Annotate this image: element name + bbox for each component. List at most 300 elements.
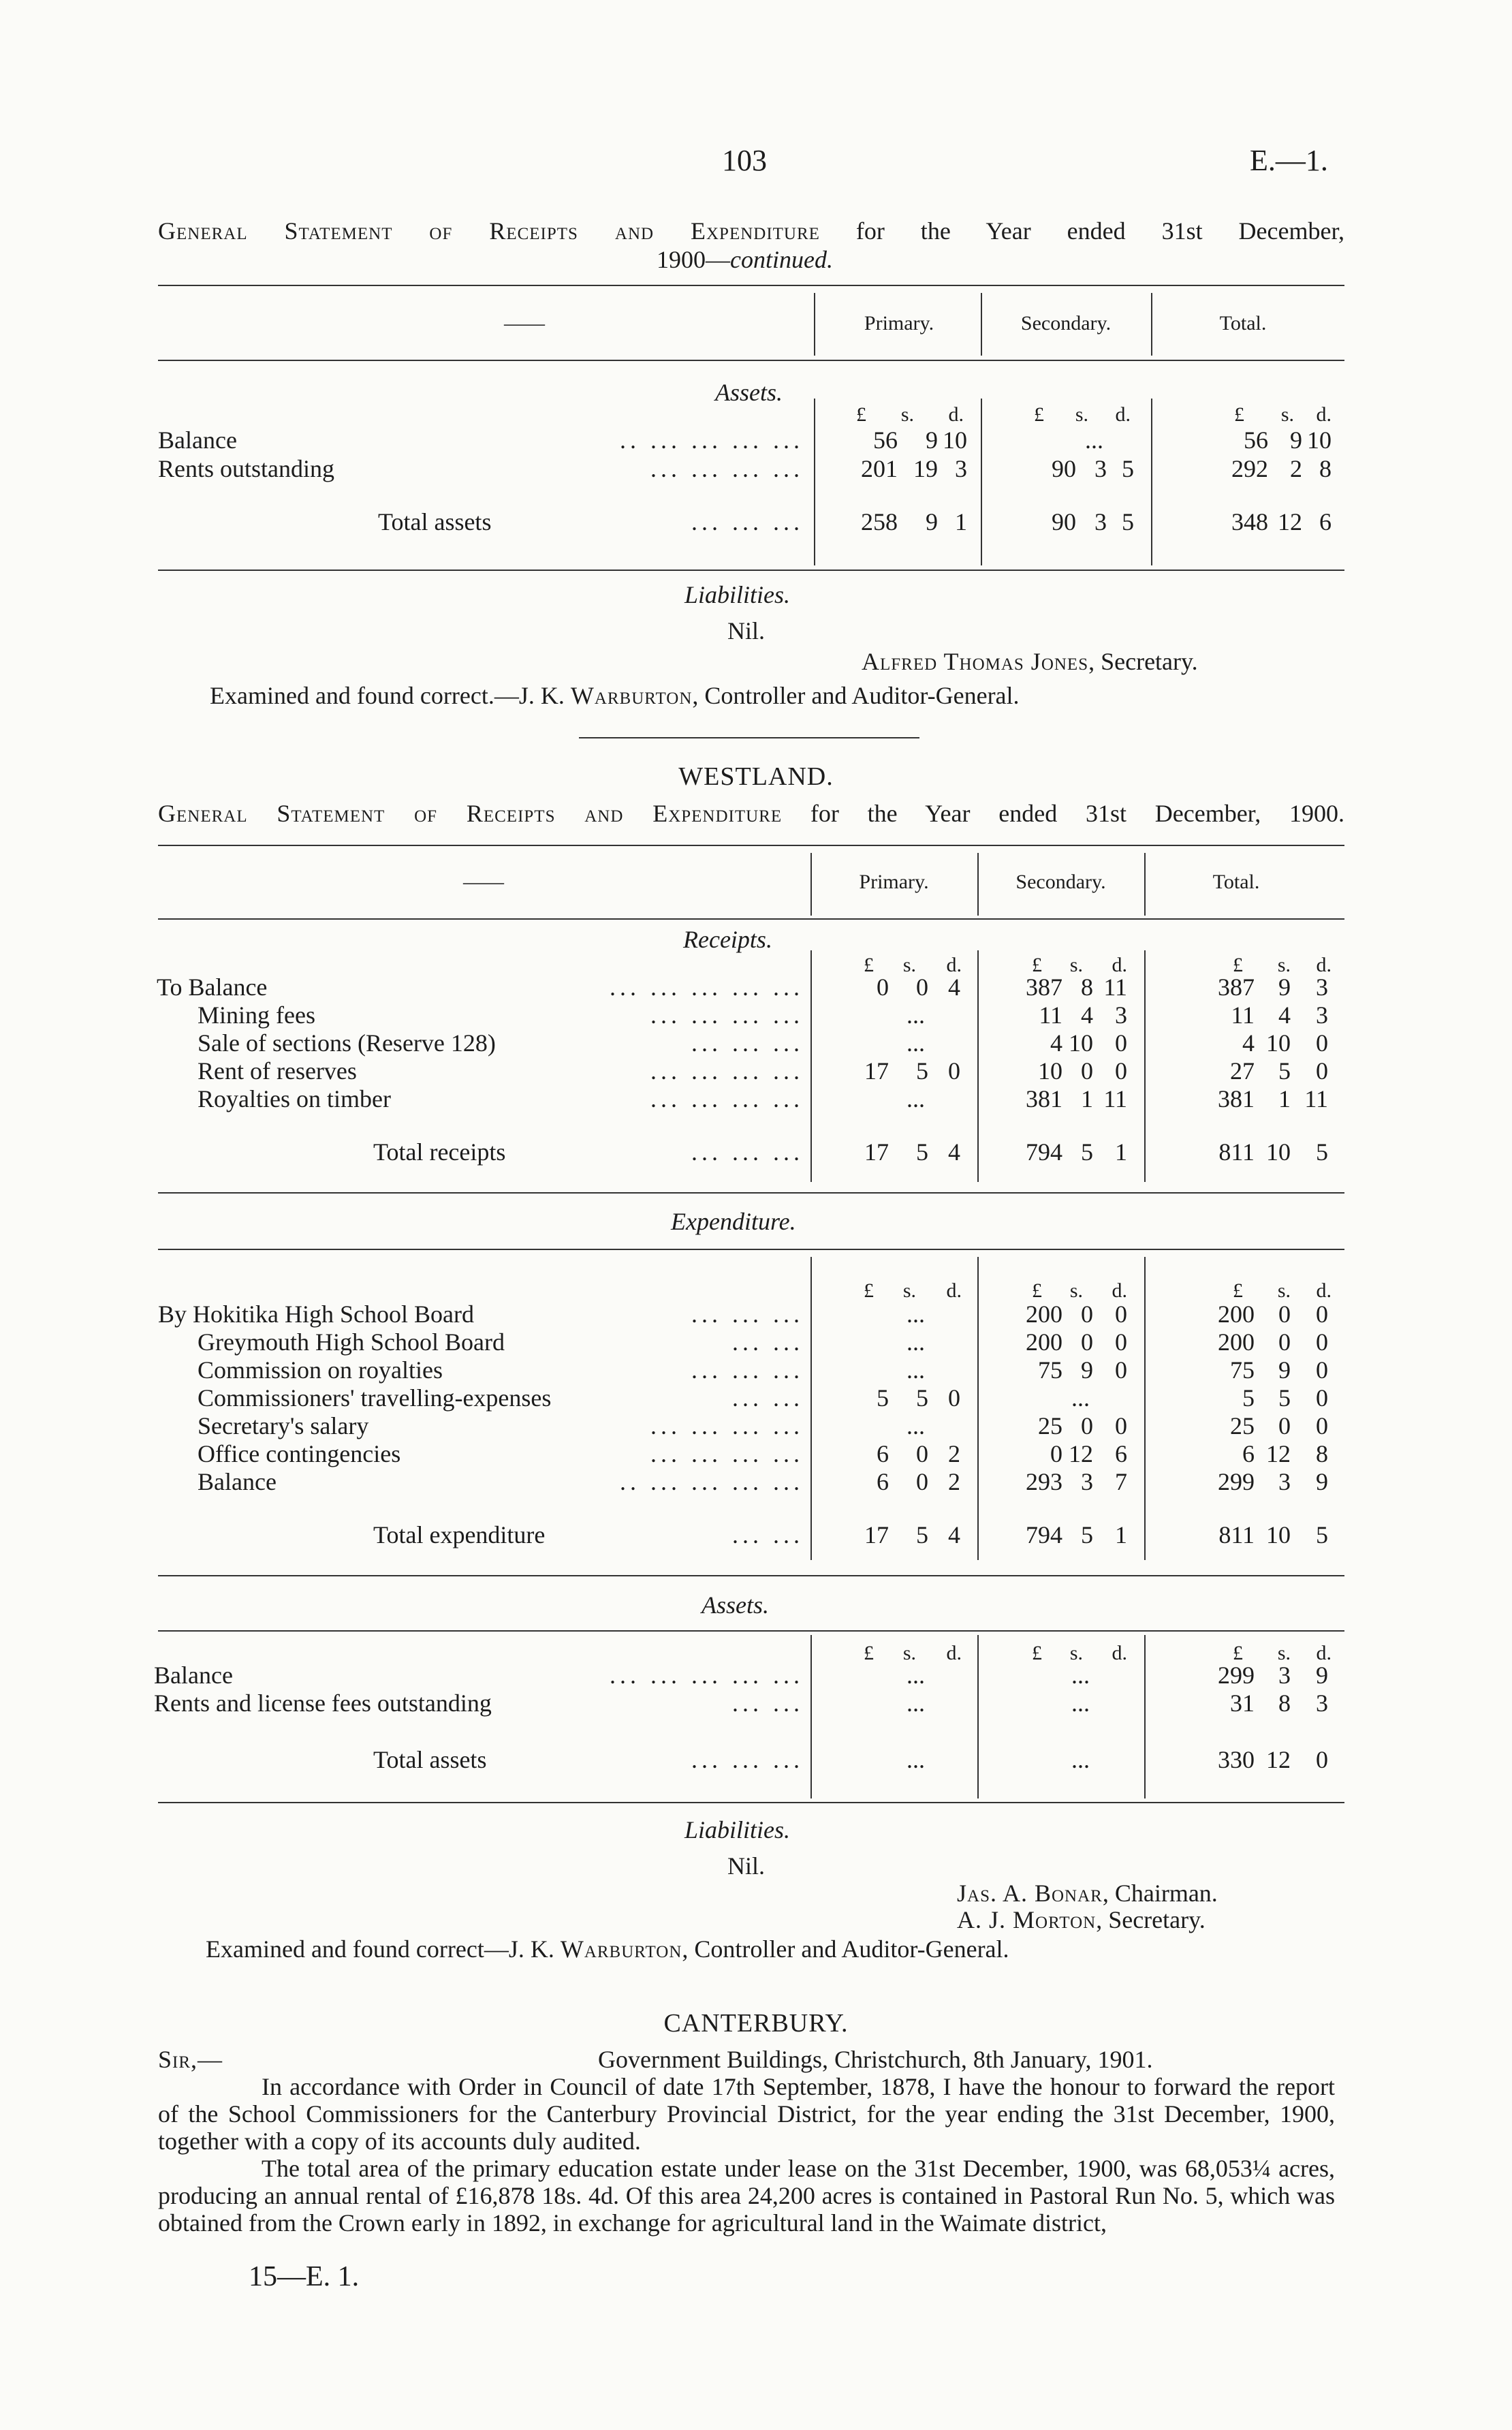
amount-p-pounds: 5 [877,1384,889,1412]
amount-s-pounds: 381 [1026,1085,1062,1112]
unit-label-s-1: s. [1069,954,1083,976]
amount-t-pence: 11 [1304,1085,1328,1112]
amount-p-pounds: 17 [864,1057,889,1085]
row-leader-dots: ... ... [732,1384,804,1412]
first-header-rule [158,360,1344,361]
westland-examined-text: Examined and found correct—J. K. [206,1935,561,1963]
amount-p-shillings: 5 [916,1521,928,1548]
westland-signature-chairman [957,1879,1218,1907]
canterbury-paragraph-1: In accordance with Order in Council of date 17th September, 1878, I have the honour to forward the report of the School Commissioners for the Canterbury Provincial District, for the year ending the 31st December, 1900, together with a copy of its accounts duly audited. [158,2073,1335,2155]
westland-assets-rule [158,1630,1344,1632]
amount-p-shillings: 5 [916,1138,928,1166]
amount-s-pence: 0 [1115,1356,1127,1384]
first-title-sc: General Statement of Receipts and Expenditure [158,217,820,245]
total-leader-dots: ... ... ... [691,1138,804,1166]
amount-s-pence: 1 [1115,1521,1127,1548]
first-examined-name: Warburton [570,682,693,709]
amount-s-pence: 11 [1103,1085,1127,1112]
unit-label-p-0: £ [864,954,874,976]
amount-t-pence: 0 [1316,1384,1328,1412]
amount-t-shillings: 1 [1278,1085,1291,1112]
first-signature-name: Alfred Thomas Jones [862,648,1089,675]
amount-p-pence: 4 [948,1138,960,1166]
westland-signature-secretary [957,1905,1206,1934]
westland-nil: Nil. [727,1852,766,1880]
amount-p-shillings: 9 [926,426,938,454]
amount-t-pounds: 330 [1218,1746,1255,1773]
amount-t-pounds: 200 [1218,1300,1255,1328]
table-row [0,426,1512,454]
westland-sig2-initials: A. J. [957,1906,1013,1933]
amount-p-pounds: 6 [877,1440,889,1467]
unit-label-t-2: d. [1316,954,1332,976]
page-code: E.—1. [1250,144,1328,177]
amount-t-shillings: 10 [1266,1521,1291,1548]
amount-p-pounds: 17 [864,1138,889,1166]
amount-s-empty: ... [1085,426,1103,454]
unit-label-p-1: s. [902,954,916,976]
amount-p-empty: ... [907,1085,925,1112]
total-row [0,1138,1512,1166]
unit-label-t-2: d. [1316,1642,1332,1664]
amount-p-pence: 10 [943,426,967,454]
amount-t-pounds: 5 [1242,1384,1255,1412]
unit-label-t-1: s. [1280,403,1294,426]
unit-label-s-2: d. [1115,403,1131,426]
amount-s-pounds: 4 [1050,1029,1062,1057]
row-leader-dots: .. ... ... ... ... [620,1468,804,1495]
amount-t-shillings: 3 [1278,1662,1291,1689]
amount-s-pounds: 387 [1026,973,1062,1001]
amount-p-empty: ... [907,1746,925,1773]
amount-s-pence: 0 [1115,1328,1127,1356]
wl-hdr-v1 [810,853,812,916]
amount-t-pounds: 348 [1231,508,1268,535]
amount-t-shillings: 0 [1278,1328,1291,1356]
amount-t-pence: 0 [1316,1356,1328,1384]
first-col-primary: Primary. [864,312,934,334]
table-row [0,1412,1512,1440]
amount-p-pounds: 56 [873,426,898,454]
unit-label-t-1: s. [1277,954,1291,976]
amount-t-pence: 9 [1316,1468,1328,1495]
amount-t-pounds: 381 [1218,1085,1255,1112]
table-row [0,1029,1512,1057]
amount-p-pence: 4 [948,973,960,1001]
amount-p-shillings: 5 [916,1384,928,1412]
first-hdr-v2 [981,293,982,356]
table-row [0,1439,1512,1468]
amount-p-empty: ... [907,1412,925,1439]
unit-label-s-1: s. [1075,403,1088,426]
table-row [0,1001,1512,1029]
total-leader-dots: ... ... ... [691,508,804,535]
row-label: Secretary's salary [198,1412,369,1439]
amount-p-pounds: 258 [861,508,898,535]
amount-s-pence: 0 [1115,1412,1127,1439]
amount-s-shillings: 0 [1081,1412,1093,1439]
amount-t-pounds: 6 [1242,1440,1255,1467]
unit-label-p-0: £ [864,1642,874,1664]
amount-t-pounds: 25 [1230,1412,1255,1439]
amount-t-shillings: 0 [1278,1412,1291,1439]
row-label: Rents and license fees outstanding [154,1689,492,1717]
amount-t-shillings: 2 [1290,455,1302,482]
unit-label-t-0: £ [1233,954,1243,976]
westland-col-primary: Primary. [859,871,929,893]
amount-s-pence: 3 [1115,1001,1127,1029]
first-title-continued: continued. [730,246,833,273]
first-bottom-rule [158,570,1344,571]
amount-s-shillings: 4 [1081,1001,1093,1029]
total-row [0,508,1512,536]
row-label: Sale of sections (Reserve 128) [198,1029,496,1057]
amount-p-shillings: 9 [926,508,938,535]
row-leader-dots: ... ... ... ... [650,455,804,482]
amount-t-pence: 8 [1319,455,1332,482]
total-row [0,1521,1512,1549]
westland-title [158,799,1344,828]
amount-t-pounds: 4 [1242,1029,1255,1057]
row-label: Commission on royalties [198,1356,443,1384]
amount-t-pounds: 56 [1244,426,1268,454]
amount-s-shillings: 9 [1081,1356,1093,1384]
amount-t-pounds: 31 [1230,1689,1255,1717]
westland-examined [206,1935,1009,1963]
unit-label-p-2: d. [946,954,962,976]
amount-s-shillings: 5 [1081,1521,1093,1548]
first-units-row [0,403,1512,426]
amount-s-empty: ... [1071,1384,1090,1412]
amount-p-pounds: 17 [864,1521,889,1548]
canterbury-paragraph-2: The total area of the primary education estate under lease on the 31st December, 1900, was 68,053¼ acres, producing an annual rental of £16,878 18s. 4d. Of this area 24,200 acres is contained in Pastoral Run No. 5, which was obtained from the Crown early in 1892, in exchange for agricultural land in the Waimate district, [158,2155,1335,2237]
row-label: Balance [198,1468,277,1495]
amount-t-pence: 0 [1316,1029,1328,1057]
amount-s-pounds: 200 [1026,1328,1062,1356]
amount-s-pence: 0 [1115,1029,1127,1057]
row-label: Rent of reserves [198,1057,357,1085]
amount-s-empty: ... [1071,1746,1090,1773]
first-col-total: Total. [1219,312,1267,334]
amount-s-pounds: 90 [1052,508,1076,535]
amount-t-pence: 3 [1316,1001,1328,1029]
amount-t-pence: 5 [1316,1521,1328,1548]
amount-t-pence: 0 [1316,1328,1328,1356]
amount-t-pounds: 299 [1218,1662,1255,1689]
amount-t-shillings: 9 [1278,973,1291,1001]
first-col-secondary: Secondary. [1020,312,1112,334]
amount-t-shillings: 8 [1278,1689,1291,1717]
row-label: Office contingencies [198,1440,401,1467]
westland-assets-heading: Assets. [702,1591,769,1619]
amount-t-shillings: 12 [1266,1746,1291,1773]
westland-sig2-name: Morton [1013,1906,1097,1933]
amount-t-pounds: 200 [1218,1328,1255,1356]
westland-table-header [0,845,1512,920]
unit-label-t-0: £ [1233,1279,1243,1302]
row-label: Balance [154,1662,233,1689]
row-label: Greymouth High School Board [198,1328,505,1356]
wl-hdr-v2 [977,853,979,916]
amount-s-pence: 5 [1122,508,1134,535]
westland-sig1-initials: Jas. A. [957,1880,1035,1907]
amount-s-pence: 6 [1115,1440,1127,1467]
amount-s-pence: 0 [1115,1057,1127,1085]
first-title-year: 1900— [657,246,730,273]
amount-p-pence: 0 [948,1057,960,1085]
canterbury-address: Government Buildings, Christchurch, 8th January, 1901. [598,2046,1153,2073]
first-nil: Nil. [727,617,766,644]
amount-t-shillings: 0 [1278,1300,1291,1328]
westland-receipts-rule [158,1192,1344,1194]
westland-col-secondary: Secondary. [1015,871,1106,893]
westland-col-dash: —— [463,871,504,893]
amount-s-pence: 0 [1115,1300,1127,1328]
amount-t-shillings: 4 [1278,1001,1291,1029]
westland-col-total: Total. [1212,871,1260,893]
row-leader-dots: ... ... ... ... ... [610,973,804,1001]
amount-p-pence: 2 [948,1440,960,1467]
row-label: Mining fees [198,1001,315,1029]
unit-label-t-2: d. [1316,1279,1332,1302]
amount-p-empty: ... [907,1689,925,1717]
amount-p-shillings: 0 [916,1468,928,1495]
westland-title-rest: for the Year ended 31st December, 1900. [810,800,1345,827]
amount-s-pence: 7 [1115,1468,1127,1495]
unit-label-t-0: £ [1234,403,1244,426]
amount-s-shillings: 3 [1081,1468,1093,1495]
amount-t-pence: 0 [1316,1057,1328,1085]
amount-t-pounds: 11 [1231,1001,1255,1029]
table-row [0,454,1512,483]
amount-s-pounds: 11 [1039,1001,1062,1029]
amount-t-pence: 0 [1316,1412,1328,1439]
total-leader-dots: ... ... [732,1521,804,1548]
unit-label-s-2: d. [1112,954,1127,976]
amount-p-shillings: 5 [916,1057,928,1085]
row-label: Royalties on timber [198,1085,391,1112]
amount-s-pounds: 293 [1026,1468,1062,1495]
unit-label-s-0: £ [1032,954,1042,976]
amount-t-pounds: 27 [1230,1057,1255,1085]
first-signature-role: , Secretary. [1088,648,1198,675]
table-row [0,1328,1512,1356]
first-hdr-v1 [814,293,815,356]
westland-sig1-name: Bonar [1034,1880,1103,1907]
amount-p-empty: ... [907,1328,925,1356]
amount-t-pounds: 299 [1218,1468,1255,1495]
amount-t-pence: 3 [1316,1689,1328,1717]
westland-sig2-role: , Secretary. [1096,1906,1206,1933]
row-leader-dots: ... ... ... ... [650,1412,804,1439]
unit-label-p-1: s. [900,403,914,426]
amount-p-pence: 1 [955,508,967,535]
first-col-dash: —— [504,312,545,334]
canterbury-salutation: Sir,— [158,2046,223,2073]
table-row [0,1689,1512,1717]
first-signature [862,647,1198,676]
row-leader-dots: ... ... ... ... ... [610,1662,804,1689]
amount-s-shillings: 3 [1094,455,1107,482]
amount-s-shillings: 10 [1069,1029,1093,1057]
westland-examined-role: , Controller and Auditor-General. [682,1935,1009,1963]
table-row [0,1467,1512,1496]
row-label: To Balance [157,973,268,1001]
amount-s-shillings: 12 [1069,1440,1093,1467]
amount-t-pounds: 811 [1218,1138,1255,1166]
total-label: Total assets [378,508,492,535]
table-row [0,1057,1512,1085]
amount-t-shillings: 12 [1266,1440,1291,1467]
table-row [0,1661,1512,1689]
amount-s-pounds: 90 [1052,455,1076,482]
table-row [0,973,1512,1001]
amount-t-shillings: 10 [1266,1138,1291,1166]
amount-p-pounds: 0 [877,973,889,1001]
first-hdr-v3 [1151,293,1152,356]
amount-s-pounds: 25 [1038,1412,1062,1439]
row-leader-dots: ... ... [732,1689,804,1717]
westland-assets-bottom-rule [158,1802,1344,1803]
amount-t-shillings: 5 [1278,1384,1291,1412]
unit-label-s-1: s. [1069,1642,1083,1664]
page-footer: 15—E. 1. [249,2261,360,2292]
unit-label-s-1: s. [1069,1279,1083,1302]
westland-header-rule [158,918,1344,920]
westland-expenditure-units [0,1279,1512,1303]
amount-p-pence: 2 [948,1468,960,1495]
amount-s-shillings: 0 [1081,1300,1093,1328]
row-leader-dots: ... ... ... [691,1356,804,1384]
unit-label-s-2: d. [1112,1642,1127,1664]
first-examined [210,681,1020,710]
westland-examined-name: Warburton [560,1935,682,1963]
amount-s-empty: ... [1071,1662,1090,1689]
total-label: Total expenditure [373,1521,546,1548]
amount-p-shillings: 19 [913,455,938,482]
unit-label-p-0: £ [856,403,866,426]
table-row [0,1085,1512,1113]
amount-t-pence: 6 [1319,508,1332,535]
unit-label-p-2: d. [946,1279,962,1302]
unit-label-t-1: s. [1277,1642,1291,1664]
westland-expenditure-bottom-rule [158,1575,1344,1576]
amount-s-pounds: 794 [1026,1138,1062,1166]
westland-sig1-role: , Chairman. [1102,1880,1218,1907]
amount-s-shillings: 8 [1081,973,1093,1001]
westland-liabilities-heading: Liabilities. [684,1816,791,1843]
amount-p-empty: ... [907,1029,925,1057]
amount-t-pence: 9 [1316,1662,1328,1689]
amount-p-empty: ... [907,1662,925,1689]
table-row [0,1384,1512,1412]
row-leader-dots: .. ... ... ... ... [620,426,804,454]
amount-s-shillings: 1 [1081,1085,1093,1112]
amount-t-pence: 0 [1316,1746,1328,1773]
amount-t-shillings: 3 [1278,1468,1291,1495]
total-label: Total assets [373,1746,487,1773]
first-examined-role: , Controller and Auditor-General. [692,682,1020,709]
wl-hdr-v3 [1144,853,1146,916]
first-title [158,217,1344,245]
unit-label-s-2: d. [1112,1279,1127,1302]
westland-expenditure-heading: Expenditure. [671,1208,796,1235]
first-title-rest: for the Year ended 31st December, [855,217,1345,245]
row-leader-dots: ... ... ... ... [650,1057,804,1085]
amount-p-shillings: 0 [916,973,928,1001]
amount-s-pounds: 200 [1026,1300,1062,1328]
amount-s-pounds: 0 [1050,1440,1062,1467]
table-row [0,1300,1512,1328]
amount-t-shillings: 9 [1290,426,1302,454]
row-leader-dots: ... ... ... ... [650,1085,804,1112]
amount-t-shillings: 9 [1278,1356,1291,1384]
total-leader-dots: ... ... ... [691,1746,804,1773]
page-number: 103 [722,144,767,177]
unit-label-p-2: d. [946,1642,962,1664]
amount-t-pounds: 811 [1218,1521,1255,1548]
amount-s-shillings: 0 [1081,1328,1093,1356]
amount-p-empty: ... [907,1356,925,1384]
amount-p-empty: ... [907,1300,925,1328]
amount-s-pounds: 10 [1038,1057,1062,1085]
unit-label-t-1: s. [1277,1279,1291,1302]
row-leader-dots: ... ... ... [691,1300,804,1328]
amount-s-pounds: 75 [1038,1356,1062,1384]
unit-label-s-0: £ [1032,1279,1042,1302]
amount-s-pence: 1 [1115,1138,1127,1166]
row-label: Commissioners' travelling-expenses [198,1384,552,1412]
amount-s-shillings: 0 [1081,1057,1093,1085]
amount-p-pence: 3 [955,455,967,482]
amount-p-pence: 4 [948,1521,960,1548]
amount-p-pence: 0 [948,1384,960,1412]
first-table-header [0,285,1512,360]
canterbury-heading: CANTERBURY. [663,2009,849,2038]
row-label: Balance [158,426,237,454]
first-assets-heading: Assets. [715,379,783,406]
row-leader-dots: ... ... [732,1328,804,1356]
total-row [0,1745,1512,1774]
amount-p-pounds: 201 [861,455,898,482]
amount-t-shillings: 12 [1278,508,1302,535]
westland-title-sc: General Statement of Receipts and Expenditure [158,800,783,827]
row-label: By Hokitika High School Board [158,1300,474,1328]
amount-s-pence: 5 [1122,455,1134,482]
table-row [0,1356,1512,1384]
unit-label-p-1: s. [902,1642,916,1664]
unit-label-p-2: d. [948,403,964,426]
amount-p-pounds: 6 [877,1468,889,1495]
amount-t-pence: 3 [1316,973,1328,1001]
amount-t-pence: 8 [1316,1440,1328,1467]
first-examined-text: Examined and found correct.—J. K. [210,682,571,709]
first-liabilities-heading: Liabilities. [684,581,791,608]
amount-t-pence: 0 [1316,1300,1328,1328]
amount-s-shillings: 5 [1081,1138,1093,1166]
amount-s-empty: ... [1071,1689,1090,1717]
unit-label-p-1: s. [902,1279,916,1302]
westland-expenditure-rule [158,1249,1344,1250]
amount-t-shillings: 5 [1278,1057,1291,1085]
amount-t-pence: 10 [1307,426,1332,454]
unit-label-p-0: £ [864,1279,874,1302]
row-leader-dots: ... ... ... ... [650,1440,804,1467]
amount-t-shillings: 10 [1266,1029,1291,1057]
amount-p-shillings: 0 [916,1440,928,1467]
unit-label-t-2: d. [1316,403,1332,426]
first-title-line2 [657,245,833,274]
